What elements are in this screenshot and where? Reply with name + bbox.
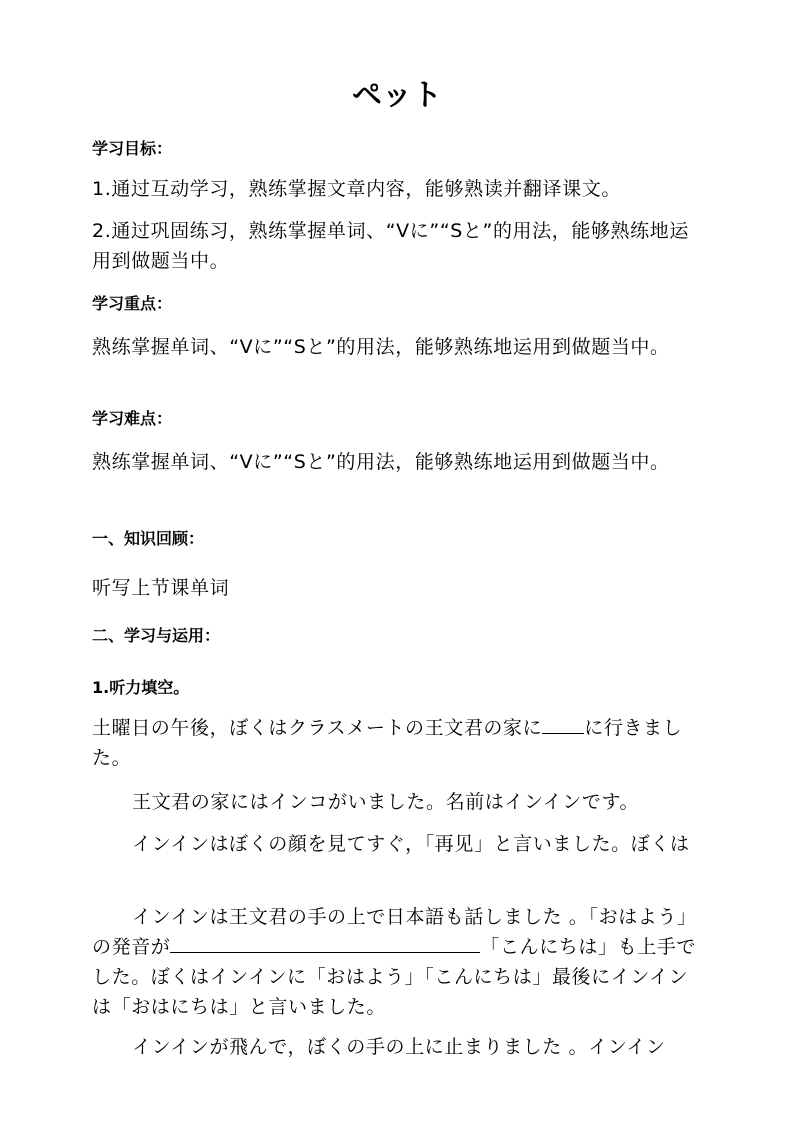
study-heading: 二、学习与运用： [92, 626, 221, 645]
passage-paragraph-2: 王文君の家にはインコがいました。名前はインインです。 [132, 791, 640, 813]
paragraph-4-text-start: インインは王文君の手の上で日本語も話しました 。「おはよう」の発音が [92, 906, 697, 958]
paragraph-1-text-end: に行きました。 [92, 717, 683, 769]
passage-paragraph-1 [92, 713, 704, 773]
paragraph-4-text-end: 「こんにちは」も上手でした。ぼくはインインに「おはよう」「こんにちは」最後にインインは「おはにちは」と言いました。 [92, 936, 697, 1018]
key-points-heading: 学习重点： [92, 294, 173, 313]
review-text: 听写上节课单词 [92, 577, 230, 599]
review-heading: 一、知识回顾： [92, 529, 205, 548]
objective-item-1: 1.通过互动学习，熟练掌握文章内容，能够熟读并翻译课文。 [92, 178, 621, 200]
objectives-heading: 学习目标： [92, 139, 173, 158]
passage-paragraph-4 [92, 902, 704, 1022]
passage-paragraph-3: インインはぼくの顔を見てすぐ，「再见」と言いました。ぼくは [132, 833, 690, 855]
fill-blank-2[interactable] [170, 932, 480, 953]
fill-blank-1[interactable] [542, 713, 584, 734]
passage-paragraph-5: インインが飛んで，ぼくの手の上に止まりました 。インイン [132, 1036, 666, 1058]
listening-heading: 1.听力填空。 [92, 678, 190, 697]
page-title: ペット [352, 78, 442, 113]
paragraph-1-text-start: 土曜日の午後，ぼくはクラスメートの王文君の家に [92, 717, 543, 739]
difficulties-text: 熟练掌握单词、“Vに”“Sと”的用法，能够熟练地运用到做题当中。 [92, 451, 670, 473]
difficulties-heading: 学习难点： [92, 409, 173, 428]
objective-item-2: 2.通过巩固练习，熟练掌握单词、“Vに”“Sと”的用法，能够熟练地运用到做题当中。 [92, 220, 689, 272]
key-points-text: 熟练掌握单词、“Vに”“Sと”的用法，能够熟练地运用到做题当中。 [92, 336, 670, 358]
